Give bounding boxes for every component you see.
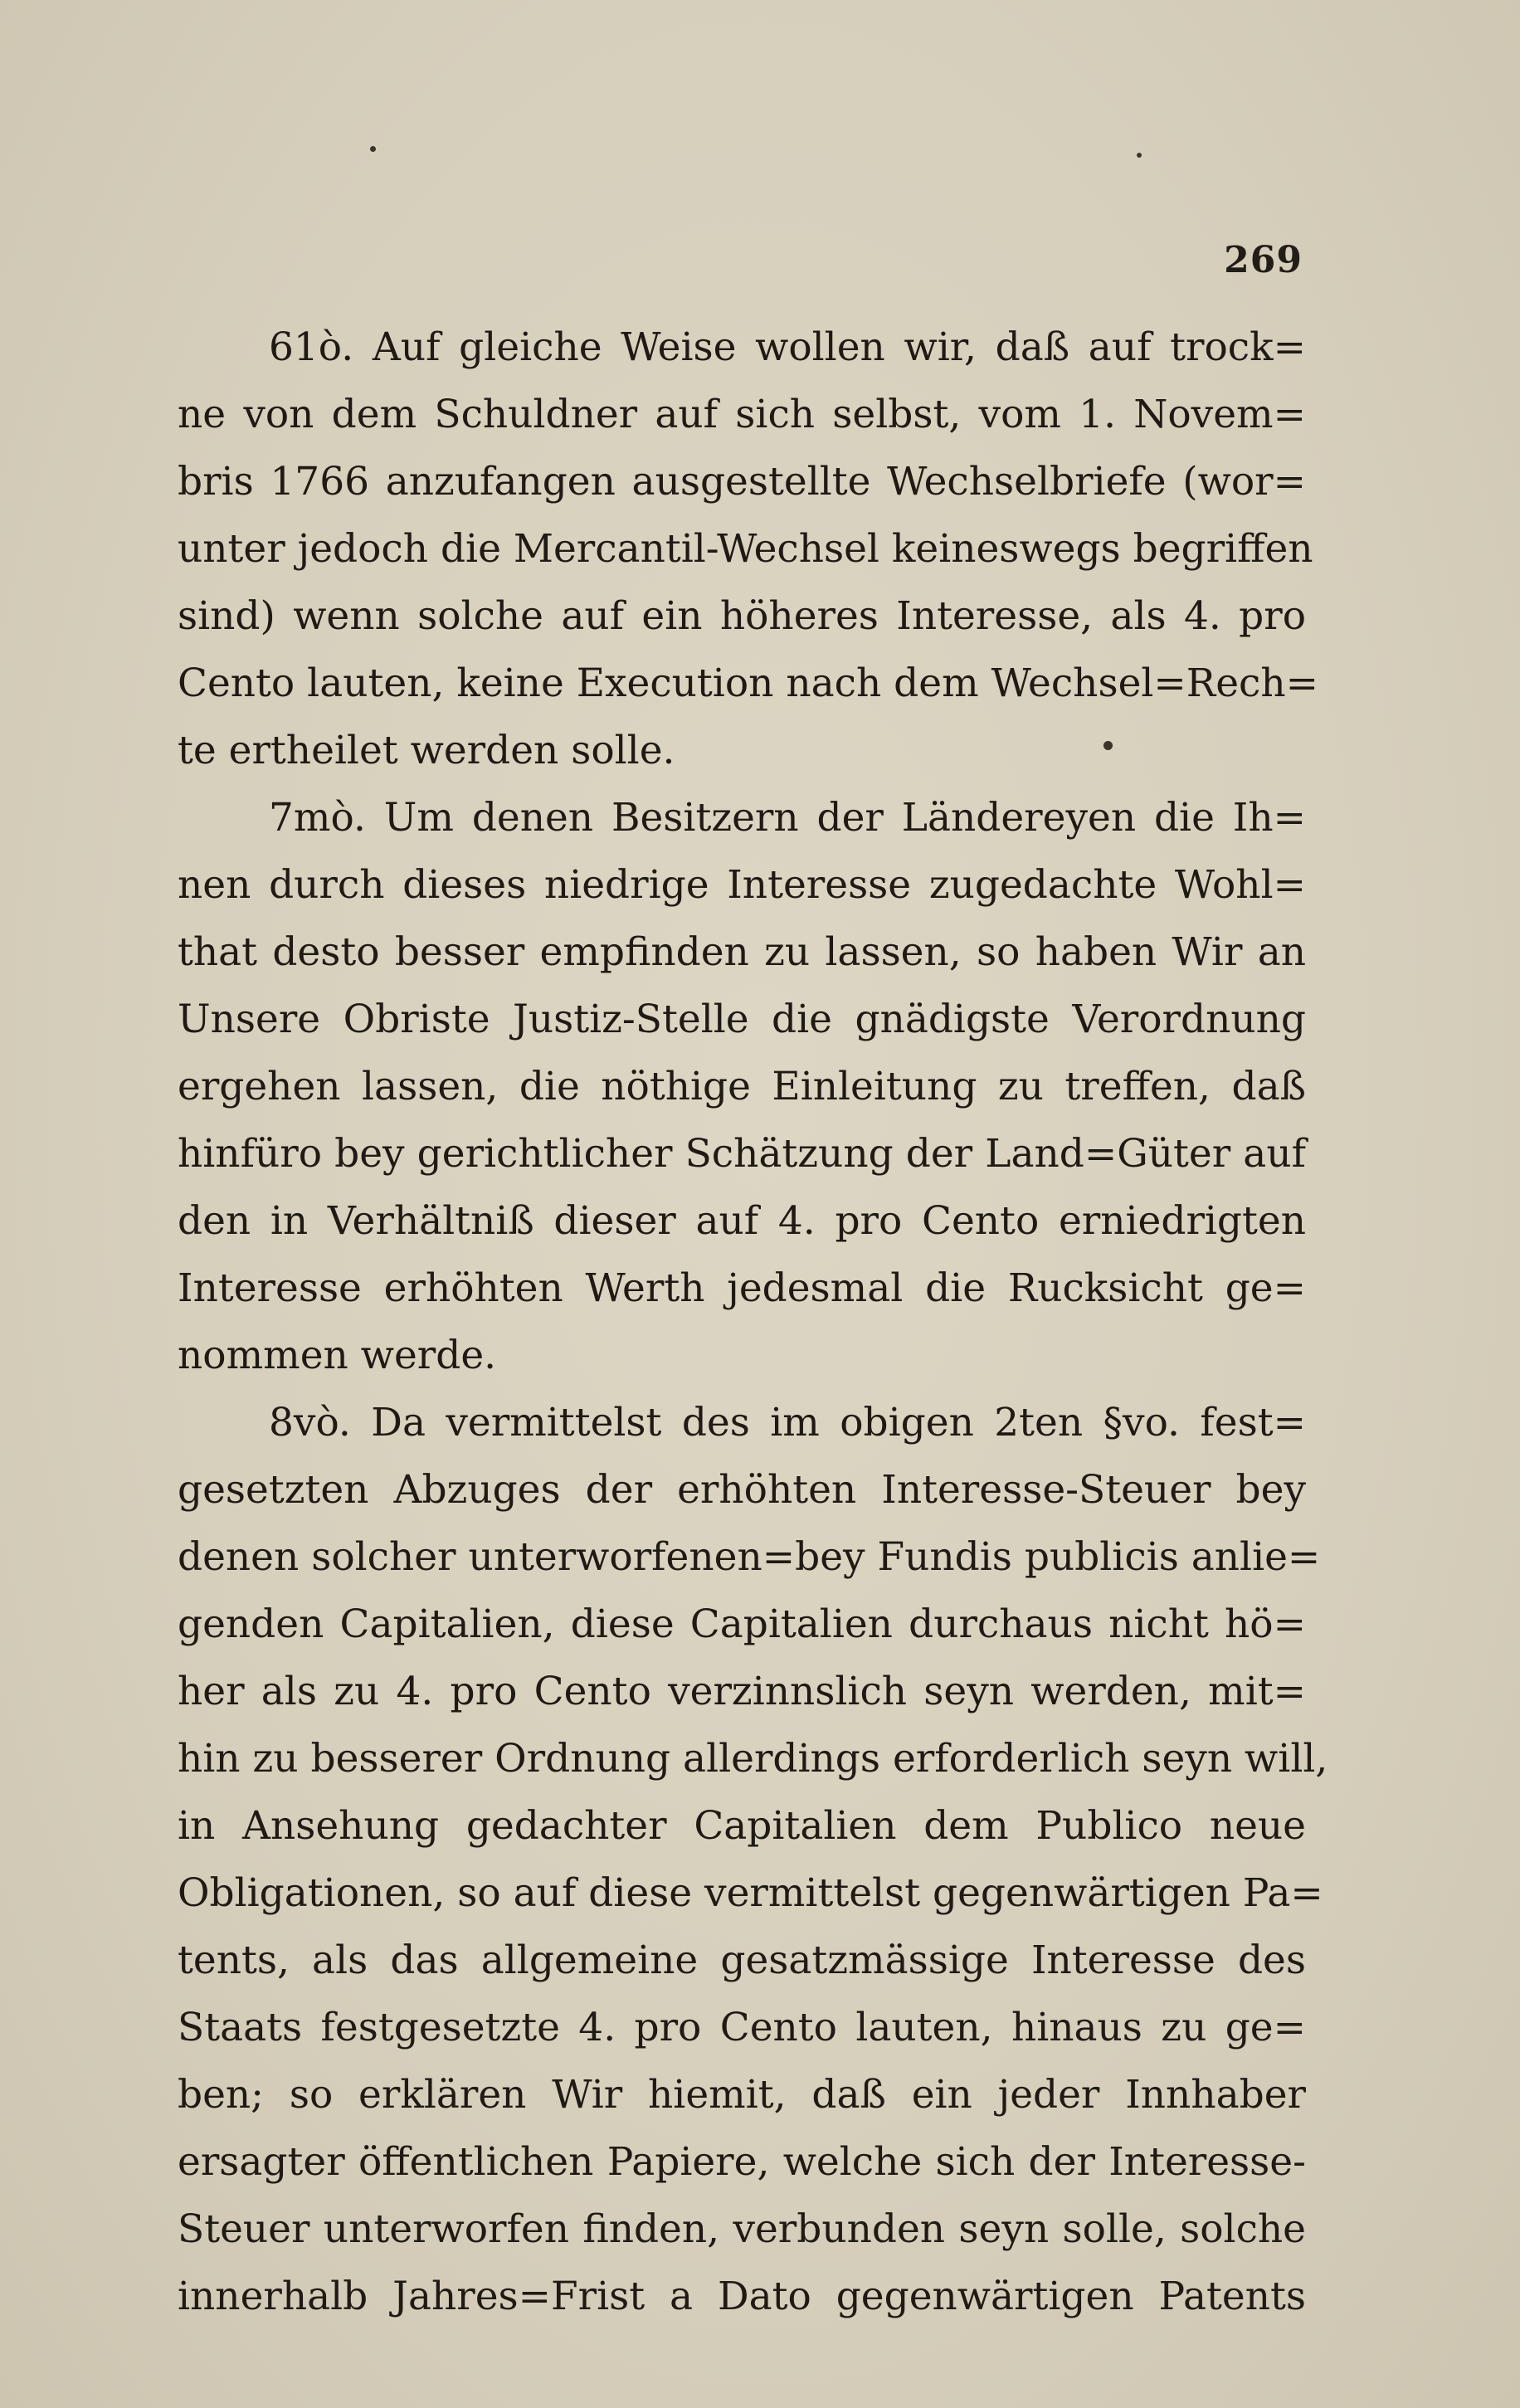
page-number: 269 [1224, 239, 1303, 281]
body-text [178, 314, 1328, 2330]
text-line: hinfüro bey gerichtlicher Schätzung der Land=Güter auf [178, 1131, 1306, 1177]
text-line: Interesse erhöhten Werth jedesmal die Rucksicht ge= [178, 1265, 1306, 1311]
text-line: innerhalb Jahres=Frist a Dato gegenwärtigen Patents [178, 2274, 1306, 2319]
text-line: 7mò. Um denen Besitzern der Ländereyen die Ih= [269, 795, 1306, 841]
paper-speck [1103, 741, 1113, 750]
text-line: Staats festgesetzte 4. pro Cento lauten, hinaus zu ge= [178, 2005, 1306, 2050]
text-line: tents, als das allgemeine gesatzmässige Interesse des [178, 1938, 1306, 1983]
text-line: denen solcher unterworfenen=bey Fundis publicis anlie= [178, 1534, 1321, 1580]
text-line: unter jedoch die Mercantil-Wechsel keineswegs begriffen [178, 526, 1313, 572]
paper-speck [1137, 153, 1142, 158]
text-line: 61ò. Auf gleiche Weise wollen wir, daß auf trock= [269, 324, 1306, 370]
text-line: den in Verhältniß dieser auf 4. pro Cento erniedrigten [178, 1198, 1306, 1244]
text-line: ben; so erklären Wir hiemit, daß ein jeder Innhaber [178, 2072, 1306, 2118]
text-line: gesetzten Abzuges der erhöhten Interesse-Steuer bey [178, 1467, 1306, 1513]
text-line: ne von dem Schuldner auf sich selbst, vom 1. Novem= [178, 392, 1306, 437]
text-line: Unsere Obriste Justiz-Stelle die gnädigste Verordnung [178, 997, 1306, 1042]
text-line: in Ansehung gedachter Capitalien dem Publico neue [178, 1803, 1306, 1849]
text-line: nen durch dieses niedrige Interesse zugedachte Wohl= [178, 862, 1306, 908]
text-line: genden Capitalien, diese Capitalien durchaus nicht hö= [178, 1601, 1306, 1647]
text-line: te ertheilet werden solle. [178, 728, 675, 773]
text-line: Obligationen, so auf diese vermittelst gegenwärtigen Pa= [178, 1870, 1323, 1916]
text-line: Cento lauten, keine Execution nach dem Wechsel=Rech= [178, 660, 1318, 706]
text-line: that desto besser empfinden zu lassen, so haben Wir an [178, 929, 1306, 975]
text-line: 8vò. Da vermittelst des im obigen 2ten §vo. fest= [269, 1400, 1306, 1445]
text-line: ersagter öffentlichen Papiere, welche sich der Interesse- [178, 2139, 1306, 2185]
text-line: hin zu besserer Ordnung allerdings erforderlich seyn will, [178, 1736, 1328, 1782]
text-line: sind) wenn solche auf ein höheres Interesse, als 4. pro [178, 593, 1306, 639]
text-line: nommen werde. [178, 1333, 497, 1378]
text-line: Steuer unterworfen finden, verbunden seyn solle, solche [178, 2206, 1306, 2252]
text-line: ergehen lassen, die nöthige Einleitung zu treffen, daß [178, 1064, 1306, 1109]
text-line: her als zu 4. pro Cento verzinnslich seyn werden, mit= [178, 1669, 1306, 1714]
text-line: bris 1766 anzufangen ausgestellte Wechselbriefe (wor= [178, 459, 1306, 505]
paper-speck [370, 146, 376, 152]
